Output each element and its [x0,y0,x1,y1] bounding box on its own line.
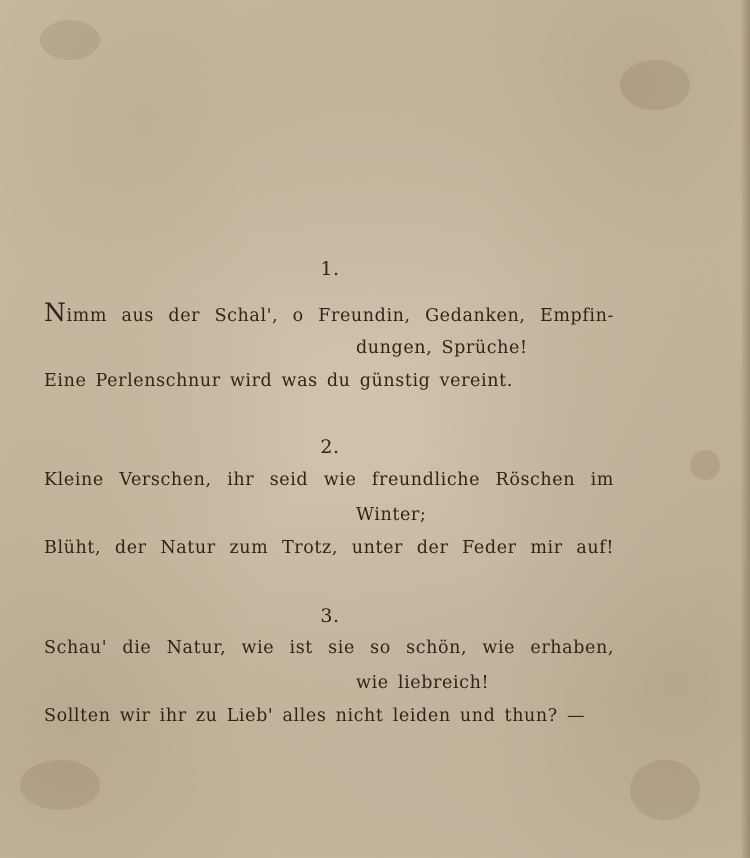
page-edge-shadow [740,0,750,858]
foxing-stain [20,760,100,810]
verse-line: Kleine Verschen, ihr seid wie freundliche Röschen im [44,470,614,490]
verse-line [44,300,614,326]
verse-line: Eine Perlenschnur wird was du günstig vereint. [44,371,513,391]
verse-number: 3. [320,605,340,627]
foxing-stain [620,60,690,110]
foxing-stain [630,760,700,820]
verse-line-continuation: dungen, Sprüche! [356,338,528,358]
verse-line-text: imm aus der Schal', o Freundin, Gedanken, Empfin- [66,306,614,326]
verse-line: Schau' die Natur, wie ist sie so schön, wie erhaben, [44,638,614,658]
verse-number: 2. [320,436,340,458]
verse-line: Sollten wir ihr zu Lieb' alles nicht leiden und thun? — [44,706,586,726]
foxing-stain [690,450,720,480]
verse-line-continuation: wie liebreich! [356,673,490,693]
verse-line-continuation: Winter; [356,505,427,525]
verse-number: 1. [320,258,340,280]
foxing-stain [40,20,100,60]
verse-line: Blüht, der Natur zum Trotz, unter der Feder mir auf! [44,538,614,558]
drop-initial: N [44,298,67,327]
